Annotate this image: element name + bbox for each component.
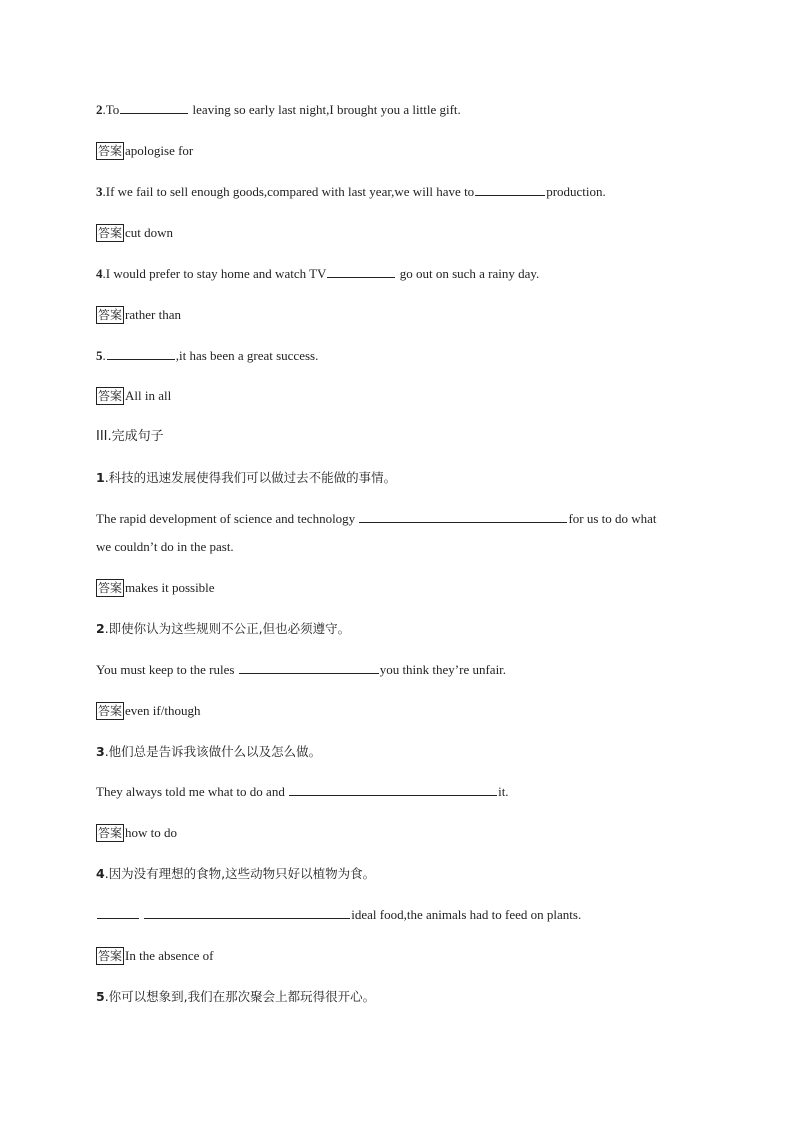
answer-badge: 答案: [98, 144, 123, 158]
answer-line: 答案 apologise for: [98, 143, 194, 158]
answer-badge: 答案: [98, 308, 123, 322]
answer-line: 答案 All in all: [98, 388, 172, 403]
answer-blank: [475, 183, 545, 196]
question-english-1-continued: we couldn’t do in the past.: [96, 539, 234, 554]
question-chinese-2: 2.即使你认为这些规则不公正,但也必须遵守。: [96, 621, 351, 636]
answer-blank: [144, 906, 350, 919]
question-chinese-4: 4.因为没有理想的食物,这些动物只好以植物为食。: [96, 866, 376, 881]
answer-badge: 答案: [98, 581, 123, 595]
question-english-4: ideal food,the animals had to feed on plants.: [96, 906, 581, 924]
answer-line: 答案 In the absence of: [98, 948, 214, 963]
answer-blank: [107, 347, 175, 360]
answer-blank: [239, 661, 379, 674]
answer-badge: 答案: [98, 226, 123, 240]
answer-line: 答案 makes it possible: [98, 580, 215, 595]
question-chinese-5: 5.你可以想象到,我们在那次聚会上都玩得很开心。: [96, 989, 376, 1004]
answer-blank: [97, 906, 139, 919]
answer-blank: [359, 510, 567, 523]
question-chinese-1: 1.科技的迅速发展使得我们可以做过去不能做的事情。: [96, 470, 397, 485]
question-english-1: The rapid development of science and technology for us to do what: [96, 511, 657, 526]
question-2: 2.To leaving so early last night,I brought you a little gift.: [96, 102, 461, 117]
section-title: III.完成句子: [96, 429, 164, 444]
answer-badge: 答案: [98, 704, 123, 718]
answer-line: 答案 even if/though: [98, 703, 201, 718]
answer-line: 答案 rather than: [98, 307, 181, 322]
question-english-2: You must keep to the rules you think they’re unfair.: [96, 662, 507, 677]
answer-badge: 答案: [98, 826, 123, 840]
answer-blank: [289, 783, 497, 796]
answer-badge: 答案: [98, 949, 123, 963]
question-5: 5. ,it has been a great success.: [96, 348, 319, 363]
question-chinese-3: 3.他们总是告诉我该做什么以及怎么做。: [96, 744, 322, 759]
answer-blank: [327, 265, 395, 278]
question-4: 4.I would prefer to stay home and watch TV go out on such a rainy day.: [96, 266, 540, 281]
answer-line: 答案 how to do: [98, 825, 178, 840]
answer-line: 答案 cut down: [98, 225, 174, 240]
question-3: 3.If we fail to sell enough goods,compared with last year,we will have to production.: [96, 184, 606, 199]
answer-badge: 答案: [98, 389, 123, 403]
question-english-3: They always told me what to do and it.: [96, 784, 509, 799]
answer-blank: [120, 101, 188, 114]
